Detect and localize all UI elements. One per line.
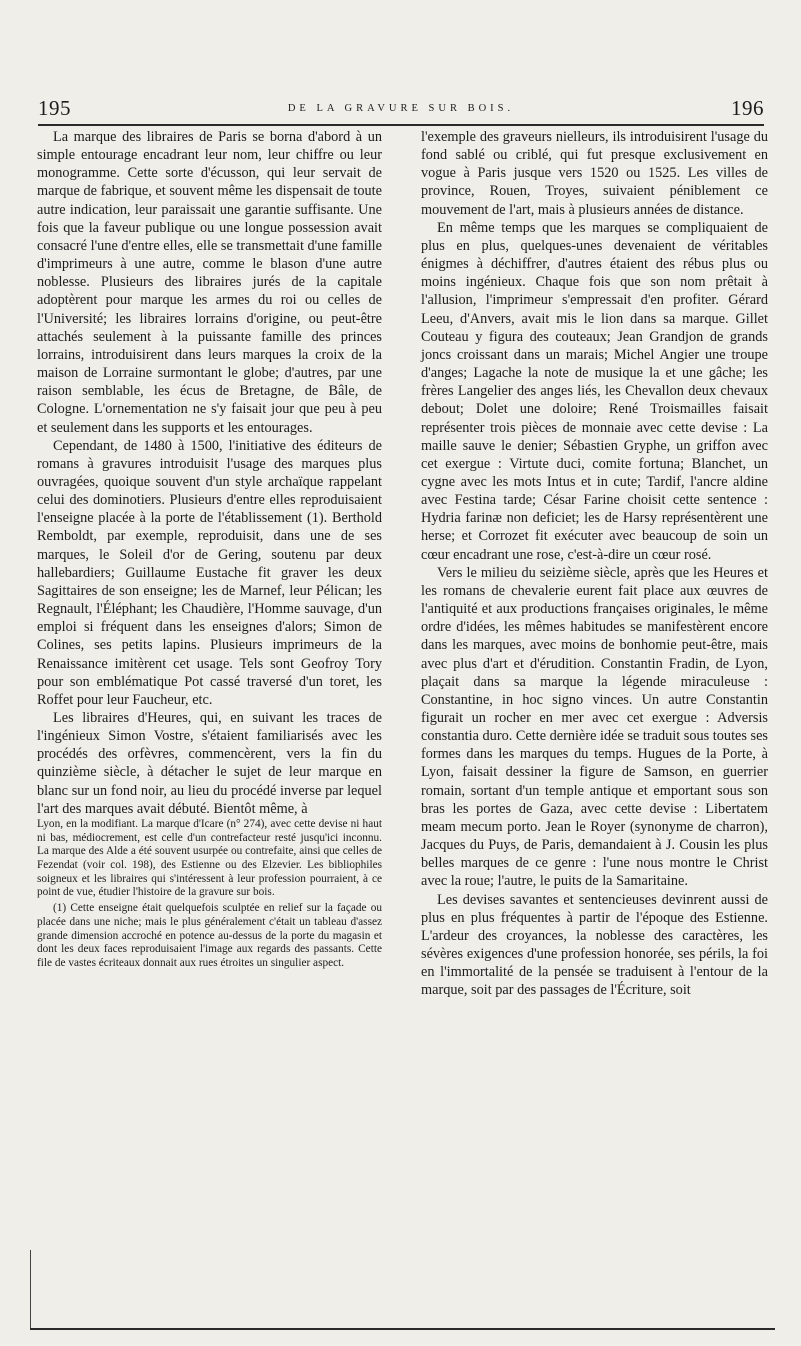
running-title: DE LA GRAVURE SUR BOIS. xyxy=(287,103,515,114)
right-paragraph-3: Vers le milieu du seizième siècle, après que les Heures et les romans de chevalerie eurent fait place aux œuvres de l'antiquité et aux productions françaises originales, le même ordre d'idées, les mêmes habitudes se manifestèrent encore dans les marques, avec moins de bonhomie peut-être, mais avec plus d'art et d'érudition. Constantin Fradin, de Lyon, plaçait dans sa marque la légende miraculeuse : Constantine, in hoc signo vinces. Un autre Constantin figurait un rocher en mer avec cet exergue : Adversis constantia duro. Cette dernière idée se traduit sous toutes ses formes dans les marques du temps. Hugues de la Porte, à Lyon, faisait dessiner la figure de Samson, en guerrier romain, sortant d'un temple antique et emportant sous son bras les portes de Gaza, avec cette devise : Libertatem meam mecum porto. Jean le Royer (synonyme de charron), Jacques du Puys, de Paris, demandaient à J. Cousin les plus belles marques de ce genre : l'une nous montre le Christ avec la roue; l'autre, le puits de la Samaritaine. xyxy=(421,564,768,890)
right-paragraph-2: En même temps que les marques se compliquaient de plus en plus, quelques-unes devenaient de véritables énigmes à déchiffrer, d'autres étaient des rébus plus ou moins ingénieux. Chaque fois que son nom prêtait à l'allusion, l'imprimeur s'empressait d'en profiter. Gérard Leeu, d'Anvers, avait mis le lion dans sa marque. Gillet Couteau y figura des couteaux; Jean Grandjon de grands joncs croissant dans un marais; Michel Angier une troupe d'anges; Lagache la note de musique la et une gâche; les frères Langelier des anges liés, les Chevallon deux chevaux debout; Dolet une doloire; René Troismailles faisait représenter trois pièces de monnaie avec cette devise : La maille sauve le denier; Sébastien Gryphe, un griffon avec cet exergue : Virtute duci, comite fortuna; Blanchet, un cygne avec les mots Intus et in cute; Tardif, l'ancre aldine avec Festina tarde; César Farine choisit cette sentence : Hydria farinæ non deficiet; les de Harsy représentèrent une herse; et Corrozet fit exécuter avec beaucoup de soin un cœur encadrant une rose, c'est-à-dire un cœur rosé. xyxy=(421,219,768,563)
page-header xyxy=(38,96,764,126)
right-paragraph-4: Les devises savantes et sentencieuses devinrent aussi de plus en plus fréquentes à partir de l'époque des Estienne. L'ardeur des croyances, la noblesse des caractères, les sévères exigences d'une profession honorée, ses périls, la foi en l'immortalité de la pensée se traduisent à l'entour de la marque, soit par des passages de l'Écriture, soit xyxy=(421,891,768,999)
left-page-number: 195 xyxy=(38,96,71,120)
footnote-continuation: Lyon, en la modifiant. La marque d'Icare (n° 274), avec cette devise ni haut ni bas, médiocrement, est celle d'un contrefacteur resté jusqu'ici inconnu. La marque des Alde a été souvent usurpée ou contrefaite, ainsi que celles de Fezendat (voir col. 198), des Estienne ou des Elzevier. Les bibliophiles soigneux et les libraires qui s'intéressent à leur profession pourraient, à ce point de vue, étudier l'histoire de la gravure sur bois. xyxy=(37,817,382,899)
left-paragraph-2: Cependant, de 1480 à 1500, l'initiative des éditeurs de romans à gravures introduisit l'usage des marques plus ouvragées, quoique souvent d'un style archaïque rappelant celui des dominotiers. Plusieurs d'entre elles reproduisaient l'enseigne placée à la porte de l'établissement (1). Berthold Remboldt, par exemple, reproduisit, dans une de ses marques, le Soleil d'or de Gering, soutenu par deux hallebardiers; Guillaume Eustache fit graver les deux Sagittaires de son enseigne; les de Marnef, leur Pélican; les Regnault, l'Éléphant; les Chaudière, l'Homme sauvage, d'un emploi si fréquent dans les enseignes d'alors; Simon de Colines, ses petits lapins. Plusieurs imprimeurs de la Renaissance imitèrent cet usage. Tels sont Geofroy Tory pour son emblématique Pot cassé traversé d'un toret, les Roffet pour leur Faucheur, etc. xyxy=(37,437,382,708)
left-paragraph-1: La marque des libraires de Paris se borna d'abord à un simple entourage encadrant leur nom, leur chiffre ou leur monogramme. Cette sorte d'écusson, qui leur servait de marque de fabrique, et souvent même les dispensait de toute autre indication, leur paraissait une garantie suffisante. Une fois que la faveur publique ou une longue possession avait consacré l'une d'entre elles, elle se transmettait d'une famille d'imprimeurs à une autre, comme le blason d'une autre noblesse. Plusieurs des libraires jurés de la capitale adoptèrent pour marque les armes du roi ou celles de l'Université; les libraires lorrains d'origine, ou peut-être attachés seulement à la puissante famille des princes lorrains, introduisirent dans leurs marques la croix de la maison de Lorraine surmontant le globe; d'autres, par une raison semblable, les écus de Bretagne, de Bâle, de Cologne. L'ornementation ne s'y faisait jour que peu à peu et seulement dans les supports et les entourages. xyxy=(37,129,382,436)
right-paragraph-1: l'exemple des graveurs nielleurs, ils introduisirent l'usage du fond sablé ou criblé, qui fut presque exclusivement en vogue à Paris jusque vers 1520 ou 1525. Les villes de province, Rouen, Troyes, suivaient péniblement ce mouvement de l'art, mais à plusieurs années de distance. xyxy=(421,129,768,218)
header-rule xyxy=(38,124,764,126)
left-column xyxy=(37,128,382,971)
frame-bottom-rule xyxy=(30,1328,775,1330)
footnote-1: (1) Cette enseigne était quelquefois sculptée en relief sur la façade ou placée dans une niche; mais le plus généralement c'était un tableau d'assez grande dimension accroché en potence au-dessus de la porte du magasin et dont les deux faces reproduisaient l'image aux regards des passants. Cette file de vastes écriteaux donnait aux rues étroites un singulier aspect. xyxy=(37,902,382,969)
left-paragraph-3: Les libraires d'Heures, qui, en suivant les traces de l'ingénieux Simon Vostre, s'étaient familiarisés avec les procédés des orfèvres, commencèrent, vers la fin du quinzième siècle, à détacher le sujet de leur marque en blanc sur un fond noir, au lieu du procédé inverse par lequel l'art des marques avait débuté. Bientôt même, à xyxy=(37,710,382,817)
right-column xyxy=(421,128,768,1000)
frame-left-rule xyxy=(30,1250,31,1328)
right-page-number: 196 xyxy=(731,96,764,120)
